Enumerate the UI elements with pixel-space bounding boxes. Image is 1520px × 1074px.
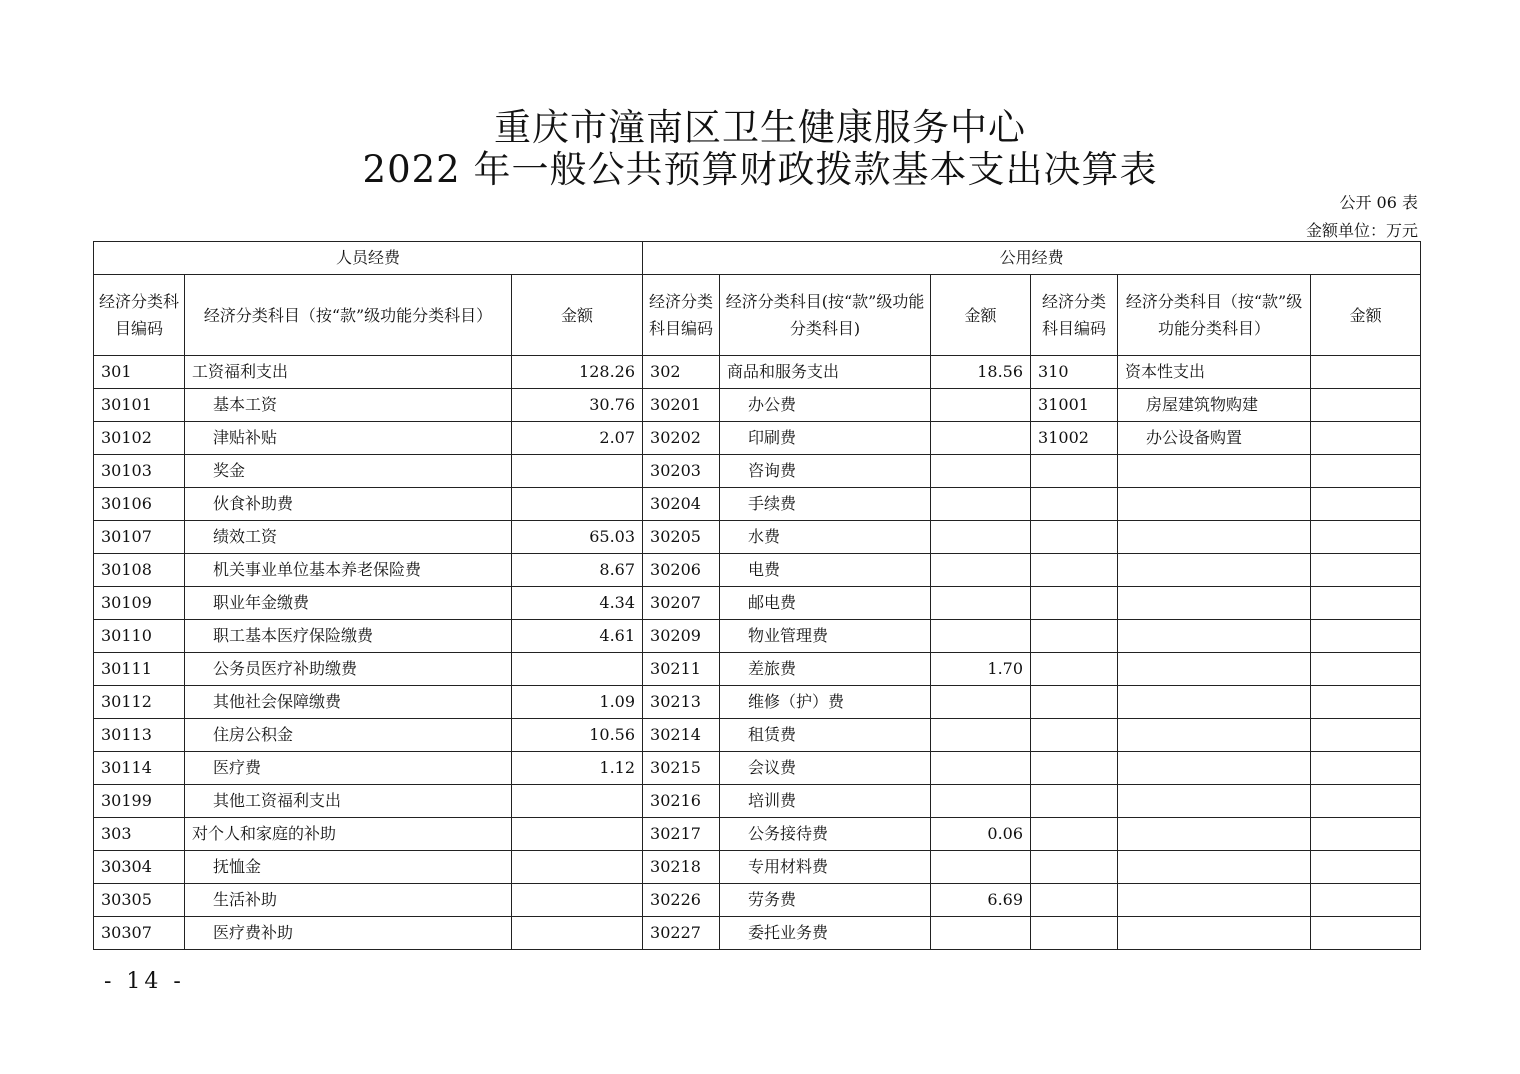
public-name-cell: 委托业务费	[720, 917, 931, 950]
personnel-amount-cell	[512, 488, 643, 521]
capital-code-cell	[1031, 851, 1118, 884]
capital-amount-cell	[1311, 818, 1421, 851]
capital-amount-cell	[1311, 620, 1421, 653]
column-header-code: 经济分类科目编码	[1031, 275, 1118, 356]
personnel-name-cell: 抚恤金	[185, 851, 512, 884]
public-amount-cell	[931, 719, 1031, 752]
personnel-amount-cell	[512, 785, 643, 818]
public-code-cell: 30216	[643, 785, 720, 818]
capital-name-cell	[1118, 884, 1311, 917]
personnel-code-cell: 30112	[94, 686, 185, 719]
capital-amount-cell	[1311, 455, 1421, 488]
public-code-cell: 30205	[643, 521, 720, 554]
public-amount-cell: 1.70	[931, 653, 1031, 686]
capital-amount-cell	[1311, 686, 1421, 719]
personnel-code-cell: 30101	[94, 389, 185, 422]
personnel-name-cell: 职工基本医疗保险缴费	[185, 620, 512, 653]
personnel-code-cell: 30110	[94, 620, 185, 653]
personnel-name-cell: 医疗费	[185, 752, 512, 785]
personnel-amount-cell	[512, 884, 643, 917]
public-code-cell: 30201	[643, 389, 720, 422]
table-row	[94, 884, 1421, 917]
capital-amount-cell	[1311, 719, 1421, 752]
personnel-amount-cell	[512, 455, 643, 488]
public-name-cell: 咨询费	[720, 455, 931, 488]
table-row	[94, 488, 1421, 521]
capital-name-cell	[1118, 851, 1311, 884]
personnel-code-cell: 30108	[94, 554, 185, 587]
capital-amount-cell	[1311, 422, 1421, 455]
table-row	[94, 686, 1421, 719]
column-header-name: 经济分类科目（按“款”级功能分类科目）	[1118, 275, 1311, 356]
public-amount-cell	[931, 620, 1031, 653]
public-name-cell: 水费	[720, 521, 931, 554]
document-title: 重庆市潼南区卫生健康服务中心	[494, 106, 1026, 149]
document-subtitle: 2022 年一般公共预算财政拨款基本支出决算表	[362, 148, 1158, 191]
public-code-cell: 30207	[643, 587, 720, 620]
capital-name-cell: 房屋建筑物购建	[1118, 389, 1311, 422]
personnel-name-cell: 其他工资福利支出	[185, 785, 512, 818]
page-number: - 14 -	[104, 969, 185, 994]
capital-code-cell	[1031, 653, 1118, 686]
capital-name-cell	[1118, 917, 1311, 950]
personnel-amount-cell: 1.09	[512, 686, 643, 719]
personnel-code-cell: 30307	[94, 917, 185, 950]
public-amount-cell	[931, 389, 1031, 422]
capital-name-cell	[1118, 620, 1311, 653]
capital-name-cell	[1118, 554, 1311, 587]
table-row	[94, 356, 1421, 389]
capital-amount-cell	[1311, 785, 1421, 818]
public-amount-cell: 0.06	[931, 818, 1031, 851]
public-name-cell: 商品和服务支出	[720, 356, 931, 389]
capital-amount-cell	[1311, 356, 1421, 389]
personnel-amount-cell: 128.26	[512, 356, 643, 389]
personnel-code-cell: 301	[94, 356, 185, 389]
public-amount-cell	[931, 917, 1031, 950]
public-code-cell: 30215	[643, 752, 720, 785]
public-code-cell: 30217	[643, 818, 720, 851]
personnel-code-cell: 30113	[94, 719, 185, 752]
capital-name-cell	[1118, 686, 1311, 719]
personnel-name-cell: 职业年金缴费	[185, 587, 512, 620]
public-code-cell: 30209	[643, 620, 720, 653]
table-row	[94, 389, 1421, 422]
capital-code-cell	[1031, 752, 1118, 785]
column-header-code: 经济分类科目编码	[643, 275, 720, 356]
personnel-amount-cell: 1.12	[512, 752, 643, 785]
personnel-amount-cell: 2.07	[512, 422, 643, 455]
capital-amount-cell	[1311, 917, 1421, 950]
public-amount-cell	[931, 521, 1031, 554]
capital-name-cell	[1118, 587, 1311, 620]
public-name-cell: 电费	[720, 554, 931, 587]
capital-amount-cell	[1311, 653, 1421, 686]
capital-code-cell	[1031, 521, 1118, 554]
capital-amount-cell	[1311, 521, 1421, 554]
public-name-cell: 维修（护）费	[720, 686, 931, 719]
capital-amount-cell	[1311, 389, 1421, 422]
table-row	[94, 917, 1421, 950]
personnel-code-cell: 30304	[94, 851, 185, 884]
public-amount-cell	[931, 686, 1031, 719]
personnel-name-cell: 公务员医疗补助缴费	[185, 653, 512, 686]
table-row	[94, 653, 1421, 686]
table-row	[94, 818, 1421, 851]
public-group-header: 公用经费	[643, 242, 1421, 275]
table-row	[94, 851, 1421, 884]
public-amount-cell	[931, 554, 1031, 587]
personnel-code-cell: 303	[94, 818, 185, 851]
capital-amount-cell	[1311, 554, 1421, 587]
personnel-amount-cell	[512, 653, 643, 686]
personnel-code-cell: 30106	[94, 488, 185, 521]
capital-code-cell	[1031, 455, 1118, 488]
public-code-cell: 30214	[643, 719, 720, 752]
capital-amount-cell	[1311, 851, 1421, 884]
capital-code-cell	[1031, 785, 1118, 818]
capital-code-cell	[1031, 554, 1118, 587]
capital-code-cell	[1031, 884, 1118, 917]
public-name-cell: 手续费	[720, 488, 931, 521]
personnel-amount-cell: 30.76	[512, 389, 643, 422]
table-row	[94, 587, 1421, 620]
personnel-name-cell: 生活补助	[185, 884, 512, 917]
public-amount-cell	[931, 785, 1031, 818]
capital-code-cell	[1031, 587, 1118, 620]
personnel-name-cell: 奖金	[185, 455, 512, 488]
table-row	[94, 455, 1421, 488]
amount-unit: 金额单位：万元	[1305, 221, 1418, 240]
public-name-cell: 会议费	[720, 752, 931, 785]
personnel-code-cell: 30102	[94, 422, 185, 455]
personnel-group-header: 人员经费	[94, 242, 643, 275]
capital-name-cell	[1118, 455, 1311, 488]
public-code-cell: 30211	[643, 653, 720, 686]
public-name-cell: 邮电费	[720, 587, 931, 620]
personnel-code-cell: 30111	[94, 653, 185, 686]
public-code-cell: 30213	[643, 686, 720, 719]
personnel-name-cell: 津贴补贴	[185, 422, 512, 455]
table-number: 公开 06 表	[1339, 193, 1418, 212]
public-name-cell: 物业管理费	[720, 620, 931, 653]
capital-amount-cell	[1311, 752, 1421, 785]
public-name-cell: 印刷费	[720, 422, 931, 455]
public-code-cell: 30203	[643, 455, 720, 488]
expenditure-table	[93, 241, 1421, 950]
public-amount-cell: 6.69	[931, 884, 1031, 917]
public-code-cell: 30202	[643, 422, 720, 455]
capital-code-cell	[1031, 620, 1118, 653]
public-name-cell: 差旅费	[720, 653, 931, 686]
column-header-amount: 金额	[512, 275, 643, 356]
public-code-cell: 302	[643, 356, 720, 389]
public-code-cell: 30204	[643, 488, 720, 521]
personnel-code-cell: 30103	[94, 455, 185, 488]
public-amount-cell: 18.56	[931, 356, 1031, 389]
public-code-cell: 30226	[643, 884, 720, 917]
table-row	[94, 422, 1421, 455]
personnel-code-cell: 30109	[94, 587, 185, 620]
personnel-name-cell: 其他社会保障缴费	[185, 686, 512, 719]
personnel-amount-cell: 4.61	[512, 620, 643, 653]
personnel-name-cell: 工资福利支出	[185, 356, 512, 389]
personnel-name-cell: 对个人和家庭的补助	[185, 818, 512, 851]
table-row	[94, 752, 1421, 785]
table-row	[94, 785, 1421, 818]
personnel-amount-cell	[512, 818, 643, 851]
table-row	[94, 620, 1421, 653]
personnel-amount-cell	[512, 851, 643, 884]
capital-code-cell: 31002	[1031, 422, 1118, 455]
capital-code-cell	[1031, 686, 1118, 719]
personnel-amount-cell: 8.67	[512, 554, 643, 587]
public-amount-cell	[931, 587, 1031, 620]
public-name-cell: 办公费	[720, 389, 931, 422]
capital-name-cell	[1118, 785, 1311, 818]
personnel-name-cell: 住房公积金	[185, 719, 512, 752]
table-body	[94, 356, 1421, 950]
capital-code-cell: 310	[1031, 356, 1118, 389]
public-name-cell: 专用材料费	[720, 851, 931, 884]
capital-name-cell	[1118, 653, 1311, 686]
capital-amount-cell	[1311, 488, 1421, 521]
group-header-row	[94, 242, 1421, 275]
capital-name-cell	[1118, 488, 1311, 521]
column-header-code: 经济分类科目编码	[94, 275, 185, 356]
personnel-code-cell: 30107	[94, 521, 185, 554]
personnel-amount-cell	[512, 917, 643, 950]
personnel-code-cell: 30199	[94, 785, 185, 818]
personnel-code-cell: 30305	[94, 884, 185, 917]
capital-code-cell	[1031, 488, 1118, 521]
column-header-amount: 金额	[931, 275, 1031, 356]
public-amount-cell	[931, 851, 1031, 884]
capital-name-cell: 办公设备购置	[1118, 422, 1311, 455]
capital-code-cell	[1031, 917, 1118, 950]
personnel-name-cell: 绩效工资	[185, 521, 512, 554]
public-amount-cell	[931, 455, 1031, 488]
capital-name-cell	[1118, 719, 1311, 752]
column-header-name: 经济分类科目(按“款”级功能分类科目)	[720, 275, 931, 356]
public-code-cell: 30206	[643, 554, 720, 587]
personnel-name-cell: 医疗费补助	[185, 917, 512, 950]
capital-code-cell	[1031, 818, 1118, 851]
column-header-amount: 金额	[1311, 275, 1421, 356]
personnel-amount-cell: 10.56	[512, 719, 643, 752]
public-amount-cell	[931, 752, 1031, 785]
public-name-cell: 公务接待费	[720, 818, 931, 851]
table-row	[94, 719, 1421, 752]
personnel-amount-cell: 4.34	[512, 587, 643, 620]
public-name-cell: 劳务费	[720, 884, 931, 917]
personnel-name-cell: 伙食补助费	[185, 488, 512, 521]
public-name-cell: 租赁费	[720, 719, 931, 752]
capital-name-cell	[1118, 818, 1311, 851]
capital-name-cell: 资本性支出	[1118, 356, 1311, 389]
public-amount-cell	[931, 488, 1031, 521]
capital-code-cell: 31001	[1031, 389, 1118, 422]
personnel-name-cell: 基本工资	[185, 389, 512, 422]
capital-amount-cell	[1311, 587, 1421, 620]
column-header-name: 经济分类科目（按“款”级功能分类科目）	[185, 275, 512, 356]
capital-name-cell	[1118, 521, 1311, 554]
personnel-name-cell: 机关事业单位基本养老保险费	[185, 554, 512, 587]
table-row	[94, 554, 1421, 587]
public-name-cell: 培训费	[720, 785, 931, 818]
column-header-row	[94, 275, 1421, 356]
capital-name-cell	[1118, 752, 1311, 785]
personnel-amount-cell: 65.03	[512, 521, 643, 554]
public-amount-cell	[931, 422, 1031, 455]
capital-amount-cell	[1311, 884, 1421, 917]
table-row	[94, 521, 1421, 554]
capital-code-cell	[1031, 719, 1118, 752]
public-code-cell: 30218	[643, 851, 720, 884]
personnel-code-cell: 30114	[94, 752, 185, 785]
public-code-cell: 30227	[643, 917, 720, 950]
